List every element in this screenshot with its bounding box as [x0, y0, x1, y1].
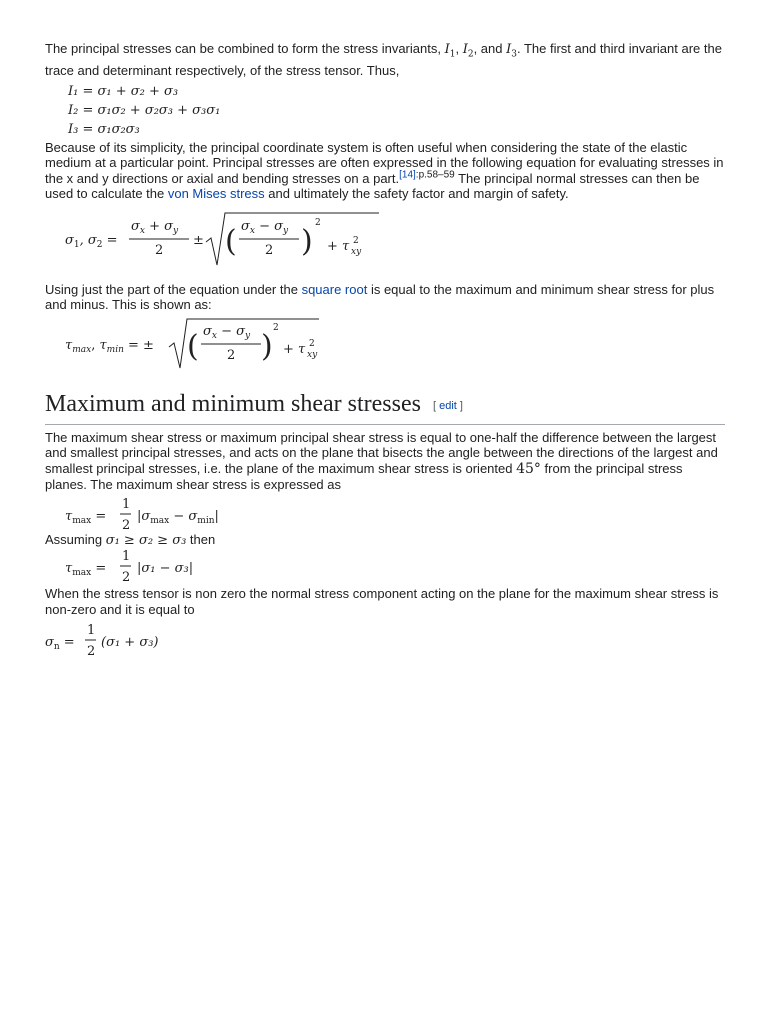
math-i3 [506, 42, 517, 60]
equation-principal-stresses [65, 210, 395, 270]
math-subscript: 3 [511, 49, 517, 60]
frac-den: 2 [87, 644, 96, 660]
right-paren: ) [301, 223, 313, 259]
eq-lhs: $\tau_{max}$ = [65, 561, 107, 579]
equation-i2: I₂ = σ₁σ₂ + σ₂σ₃ + σ₃σ₁ [68, 102, 221, 118]
equation-i1: I₁ = σ₁ + σ₂ + σ₃ [68, 83, 179, 99]
math-condition: σ₁ ≥ σ₂ ≥ σ₃ [105, 532, 187, 548]
left-paren: ( [187, 328, 199, 364]
tau-sub: xy [307, 349, 318, 360]
paragraph-max-shear [45, 430, 725, 493]
inner-den: 2 [227, 347, 236, 363]
eq-rhs: $|\sigma_{max} - \sigma_{min}|$ [137, 508, 219, 526]
eq-rhs: (σ₁ + σ₃) [101, 635, 159, 651]
equation-tau-max-principal [65, 548, 265, 586]
invariant-equations [45, 82, 725, 139]
exponent: 2 [315, 217, 321, 228]
math-subscript: 2 [467, 49, 474, 60]
section-heading [45, 389, 725, 425]
citation-link[interactable]: [14] [399, 169, 416, 181]
frac-num: 1 [122, 496, 131, 512]
text: Because of its simplicity, the principal coordinate system is often useful when considering the state of the elastic medium at a particular point. Principal stresses are often expressed in the following equation for evaluating stresses in the x and y directions or axial and bending stresses on a part. [45, 139, 724, 186]
inner-num: $\sigma_x - \sigma_y$ [241, 218, 289, 236]
citation-page: :p.58–59 [415, 169, 455, 181]
tau-term: + τ [283, 341, 306, 357]
text: When the stress tensor is non zero the normal stress component acting on the plane for the maximum shear stress is non-zero and it is equal to [45, 586, 719, 617]
math-i2 [462, 42, 474, 60]
edit-section [433, 400, 463, 412]
frac-den: 2 [122, 517, 131, 533]
paragraph-invariants-intro [45, 41, 725, 79]
equation-i3: I₃ = σ₁σ₂σ₃ [68, 121, 140, 137]
math-symbol: I [444, 42, 450, 57]
paragraph-assuming [45, 532, 725, 549]
text: Using just the part of the equation under the [45, 281, 302, 297]
eq-lhs: $\tau_{max}$, $\tau_{min}$ = ± [65, 337, 154, 355]
equation-tau-max-general [65, 496, 285, 534]
square-root-link[interactable]: square root [301, 281, 368, 297]
eq-lhs: $\sigma_1$, $\sigma_2$ = [65, 232, 118, 250]
tau-sub: xy [351, 246, 362, 257]
edit-bracket: ] [456, 399, 463, 412]
math-angle: 45° [516, 460, 541, 477]
frac-den: 2 [122, 570, 131, 586]
text: and ultimately the safety factor and margin of safety. [264, 186, 569, 202]
tau-sup: 2 [309, 338, 315, 349]
text: then [186, 531, 216, 547]
tau-term: + τ [327, 238, 350, 254]
frac-num: 1 [87, 623, 96, 639]
paragraph-normal-stress [45, 586, 725, 617]
math-i1 [444, 42, 456, 60]
eq-lhs: $\tau_{max}$ = [65, 508, 107, 526]
text: . The first and third invariant are the trace and determinant respectively, of the stress tensor. Thus, [45, 41, 722, 79]
text: The principal normal stresses can then be used to calculate the [45, 170, 700, 202]
paragraph-square-root [45, 282, 725, 313]
left-paren: ( [225, 223, 237, 259]
equation-normal-stress [45, 622, 245, 660]
citation [399, 169, 455, 180]
equation-shear-extremes [65, 315, 365, 371]
exponent: 2 [273, 322, 279, 333]
math-symbol: I [462, 42, 468, 57]
plus-minus: ± [193, 232, 204, 248]
edit-link[interactable]: edit [439, 399, 457, 412]
paragraph-principal-coordinates [45, 140, 725, 202]
text: The principal stresses can be combined to form the stress invariants, [45, 41, 445, 56]
text: , [455, 41, 463, 56]
right-paren: ) [261, 328, 273, 364]
eq-lhs: $\sigma_n$ = [45, 635, 75, 653]
text: , and [473, 41, 507, 56]
article-content [45, 40, 725, 660]
eq-rhs: |σ₁ − σ₃| [137, 561, 194, 577]
eq-num: $\sigma_x + \sigma_y$ [131, 218, 179, 236]
tau-sup: 2 [353, 235, 359, 246]
section-title: Maximum and minimum shear stresses [45, 390, 421, 417]
frac-num: 1 [122, 549, 131, 565]
math-subscript: 1 [449, 49, 456, 60]
inner-den: 2 [265, 242, 274, 258]
math-symbol: I [506, 42, 512, 57]
eq-den: 2 [155, 242, 164, 258]
text: Assuming [45, 531, 106, 547]
text: The maximum shear stress or maximum principal shear stress is equal to one-half the difference between the largest and smallest principal stresses, and acts on the plane that bisects the angle between the directions of the largest and smallest principal stresses, i.e. the plane of the maximum shear stress is oriented [45, 429, 718, 476]
text: from the principal stress planes. The maximum shear stress is expressed as [45, 460, 683, 493]
von-mises-link[interactable]: von Mises stress [167, 186, 265, 202]
inner-num: $\sigma_x - \sigma_y$ [203, 323, 251, 341]
text: is equal to the maximum and minimum shear stress for plus and minus. This is shown as: [45, 281, 715, 313]
edit-bracket: [ [432, 399, 440, 412]
